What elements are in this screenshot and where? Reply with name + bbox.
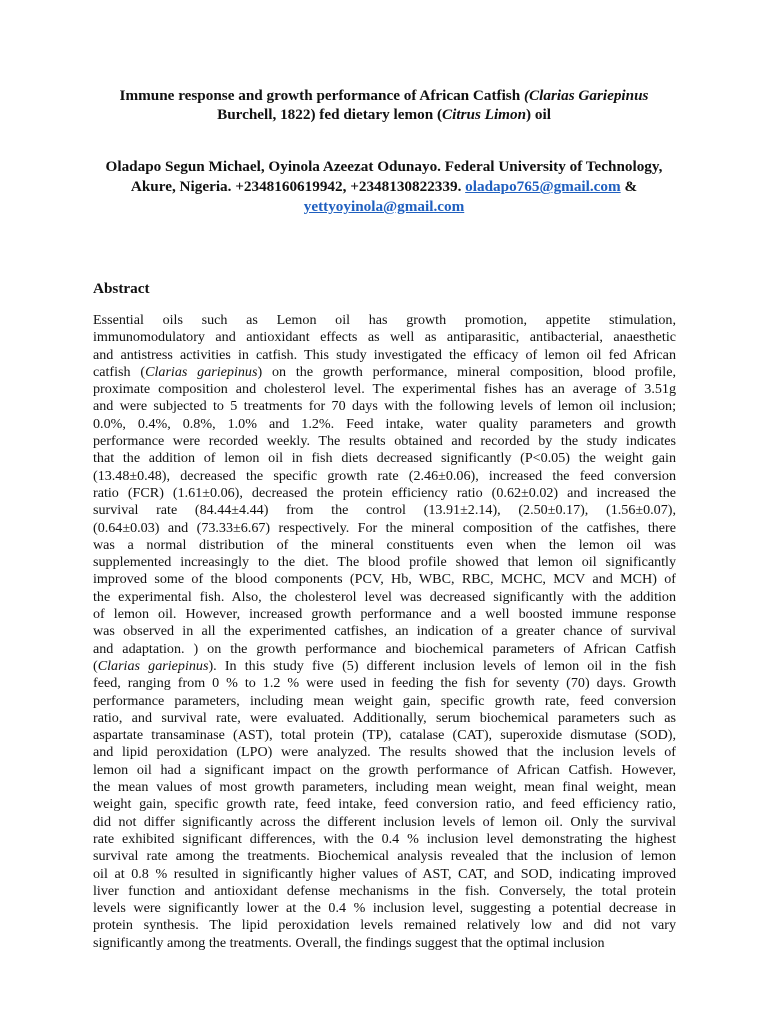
abstract-line: aspartate transaminase (AST), total protein (TP), catalase (CAT), superoxide dismutase (SOD), [93,727,676,744]
abstract-line: immunomodulatory and antioxidant effects as well as antiparasitic, antibacterial, anaesthetic [93,329,676,346]
paper-title [60,86,708,124]
title-text-part1: Immune response and growth performance of African Catfish [119,87,524,104]
species-name-italic: Clarias gariepinus [97,657,209,674]
abstract-line: and adaptation. ) on the growth performance and biochemical parameters of African Catfish [93,640,676,657]
abstract-line: protein synthesis. The lipid peroxidation levels remained relatively low and did not vary [93,917,676,934]
abstract-line: ratio, and survival rate, were evaluated. Additionally, serum biochemical parameters such as [93,709,676,726]
abstract-line: survival rate (84.44±4.44) from the control (13.91±2.14), (2.50±0.17), (1.56±0.07), [93,502,676,519]
abstract-line: catfish (Clarias gariepinus) on the growth performance, mineral composition, blood profile, [93,363,677,380]
title-species-italic: (Clarias Gariepinus [523,87,649,104]
abstract-body [93,312,676,952]
abstract-line: survival rate among the treatments. Biochemical analysis revealed that the inclusion of lemon [93,848,676,865]
abstract-line: ratio (FCR) (1.61±0.06), decreased the protein efficiency ratio (0.62±0.02) and increased the [93,484,676,501]
abstract-line: lemon oil had a significant impact on the growth performance of African Catfish. However, [93,761,676,778]
title-text-part5: ) oil [526,106,551,123]
abstract-line: 0.0%, 0.4%, 0.8%, 1.0% and 1.2%. Feed intake, water quality parameters and growth [93,415,676,432]
abstract-line: proximate composition and cholesterol level. The experimental fishes has an average of 3.51g [93,381,676,398]
abstract-line: rate exhibited significant differences, with the 0.4 % inclusion level demonstrating the highest [93,830,676,847]
abstract-line: that the addition of lemon oil in fish diets decreased significantly (P<0.05) the weight gain [93,450,676,467]
species-name-italic: Clarias gariepinus [145,363,258,380]
abstract-line: supplemented increasingly to the diet. The blood profile showed that lemon oil significantly [93,554,676,571]
abstract-line: was observed in all the experimented catfishes, an indication of a greater chance of survival [93,623,676,640]
abstract-line: performance were recorded weekly. The results obtained and recorded by the study indicates [93,433,676,450]
title-lemon-italic: Citrus Limon [442,106,527,123]
abstract-line: liver function and antioxidant defense mechanisms in the fish. Conversely, the total protein [93,882,676,899]
email-link-oladapo[interactable]: oladapo765@gmail.com [465,178,621,195]
abstract-line: weight gain, specific growth rate, feed intake, feed conversion ratio, and feed efficiency ratio, [93,796,676,813]
abstract-line: levels were significantly lower at the 0.4 % inclusion level, suggesting a potential decrease in [93,900,676,917]
abstract-line: significantly among the treatments. Overall, the findings suggest that the optimal inclusion [93,934,605,951]
abstract-line: the mean values of most growth parameters, including mean weight, mean final weight, mean [93,779,676,796]
authors-line1: Oladapo Segun Michael, Oyinola Azeezat Odunayo. Federal University of Technology, [105,158,663,175]
title-text-part3: Burchell, 1822) fed dietary lemon ( [217,106,443,123]
abstract-line: performance parameters, including mean weight gain, specific growth rate, feed conversion [93,692,676,709]
abstract-line: (Clarias gariepinus). In this study five (5) different inclusion levels of lemon oil in the fish [93,657,677,674]
abstract-line: was a normal distribution of the mineral constituents even when the lemon oil was [93,536,676,553]
abstract-line: oil at 0.8 % resulted in significantly higher values of AST, CAT, and SOD, indicating improved [93,865,676,882]
email-link-yetty[interactable]: yettyoyinola@gmail.com [303,198,465,215]
abstract-line: and antistress activities in catfish. This study investigated the efficacy of lemon oil fed African [93,346,676,363]
abstract-line: and lipid peroxidation (LPO) were analyzed. The results showed that the inclusion levels of [93,744,676,761]
abstract-line: improved some of the blood components (PCV, Hb, WBC, RBC, MCHC, MCV and MCH) of [93,571,676,588]
abstract-line: (13.48±0.48), decreased the specific growth rate (2.46±0.06), increased the feed conversion [93,467,676,484]
authors-line2: Akure, Nigeria. +2348160619942, +2348130822339. [130,178,466,195]
abstract-line: and were subjected to 5 treatments for 70 days with the following levels of lemon oil inclusion; [93,398,676,415]
abstract-line: Essential oils such as Lemon oil has growth promotion, appetite stimulation, [93,312,676,328]
abstract-line: the experimental fish. Also, the cholesterol level was decreased significantly with the addition [93,588,676,605]
authors-ampersand: & [620,178,638,195]
abstract-line: did not differ significantly across the different inclusion levels of lemon oil. Only the survival [93,813,676,830]
author-affiliation-block [60,157,708,217]
abstract-heading: Abstract [93,280,150,297]
abstract-line: of lemon oil. However, increased growth performance and a well boosted immune response [93,606,676,623]
abstract-line: feed, ranging from 0 % to 1.2 % were used in feeding the fish for seventy (70) days. Growth [93,675,676,692]
abstract-line: (0.64±0.03) and (73.33±6.67) respectively. For the mineral composition of the catfishes, there [93,519,676,536]
